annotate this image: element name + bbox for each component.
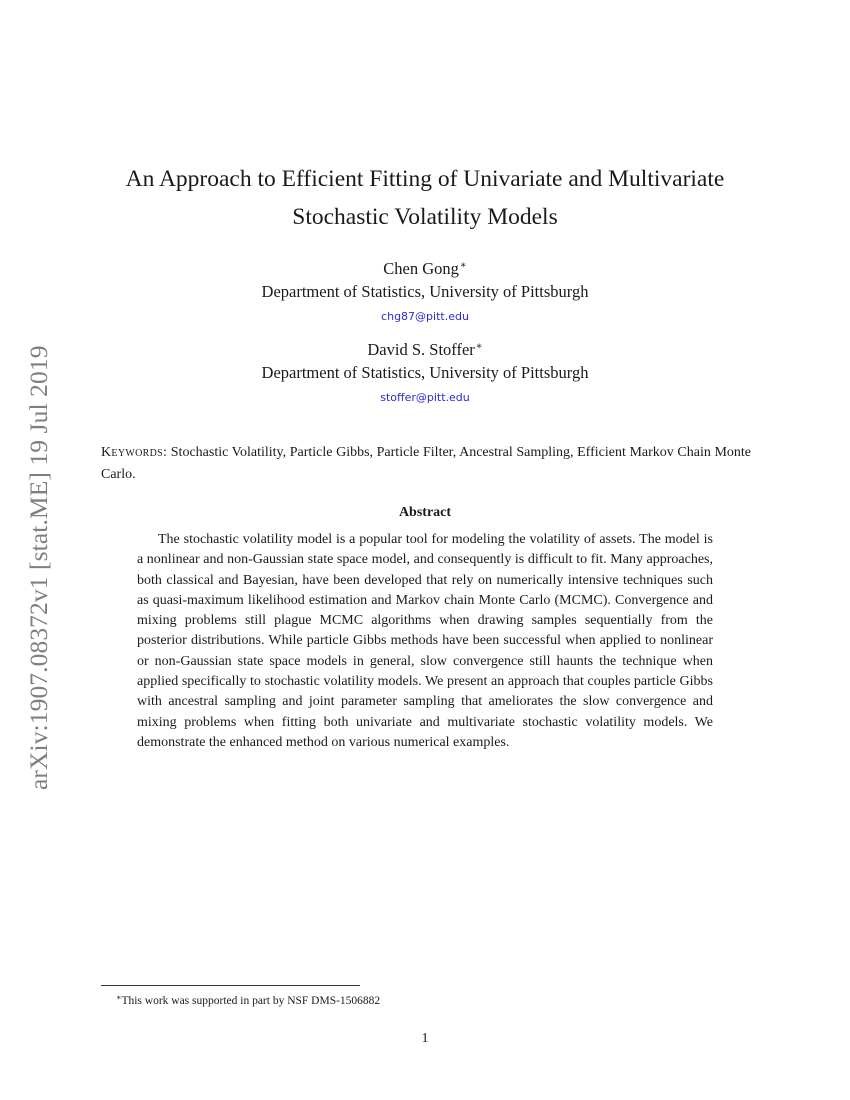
arxiv-side-stamp	[24, 298, 54, 790]
author-name: Chen Gong∗	[383, 259, 467, 278]
footnote-divider	[101, 985, 360, 986]
abstract-heading: Abstract	[398, 505, 452, 520]
footnote-marker: ∗	[116, 993, 122, 1002]
title-line-2: Stochastic Volatility Models	[292, 204, 558, 230]
keywords-label: Keywords:	[101, 445, 168, 460]
paper-title	[100, 160, 750, 236]
footnote-text: This work was supported in part by NSF DMS-1506882	[121, 995, 381, 1007]
author-email-link[interactable]: stoffer@pitt.edu	[380, 391, 470, 404]
author-affiliation: Department of Statistics, University of Pittsburgh	[261, 282, 589, 301]
keywords-paragraph	[101, 442, 751, 486]
author-footnote-marker: ∗	[459, 260, 467, 271]
author-footnote-marker: ∗	[475, 341, 483, 352]
keywords-text: Stochastic Volatility, Particle Gibbs, Particle Filter, Ancestral Sampling, Efficient Markov Chain Monte Carlo.	[101, 445, 751, 482]
author-name: David S. Stoffer∗	[367, 340, 483, 359]
author-email-link[interactable]: chg87@pitt.edu	[381, 310, 469, 323]
arxiv-identifier: arXiv:1907.08372v1 [stat.ME] 19 Jul 2019	[24, 345, 53, 790]
page-number: 1	[421, 1031, 429, 1046]
abstract-text: The stochastic volatility model is a popular tool for modeling the volatility of assets. The model is a nonlinear and non-Gaussian state space model, and consequently is difficult to fit. Many approaches, both classical and Bayesian, have been developed that rely on numerically intensive techniques such as quasi-maximum likelihood estimation and Markov chain Monte Carlo (MCMC). Convergence and mixing problems still plague MCMC algorithms when drawing samples sequentially from the posterior distributions. While particle Gibbs methods have been successful when applied to nonlinear or non-Gaussian state space models in general, slow convergence still haunts the technique when applied specifically to stochastic volatility models. We present an approach that couples particle Gibbs with ancestral sampling and joint parameter sampling that ameliorates the slow convergence and mixing problems when fitting both univariate and multivariate stochastic volatility models. We demonstrate the enhanced method on various numerical examples.	[137, 532, 713, 750]
author-block-1	[100, 255, 750, 325]
footnote	[116, 990, 716, 1009]
author-affiliation: Department of Statistics, University of Pittsburgh	[261, 363, 589, 382]
author-block-2	[100, 336, 750, 406]
title-line-1: An Approach to Efficient Fitting of Univariate and Multivariate	[125, 166, 725, 192]
